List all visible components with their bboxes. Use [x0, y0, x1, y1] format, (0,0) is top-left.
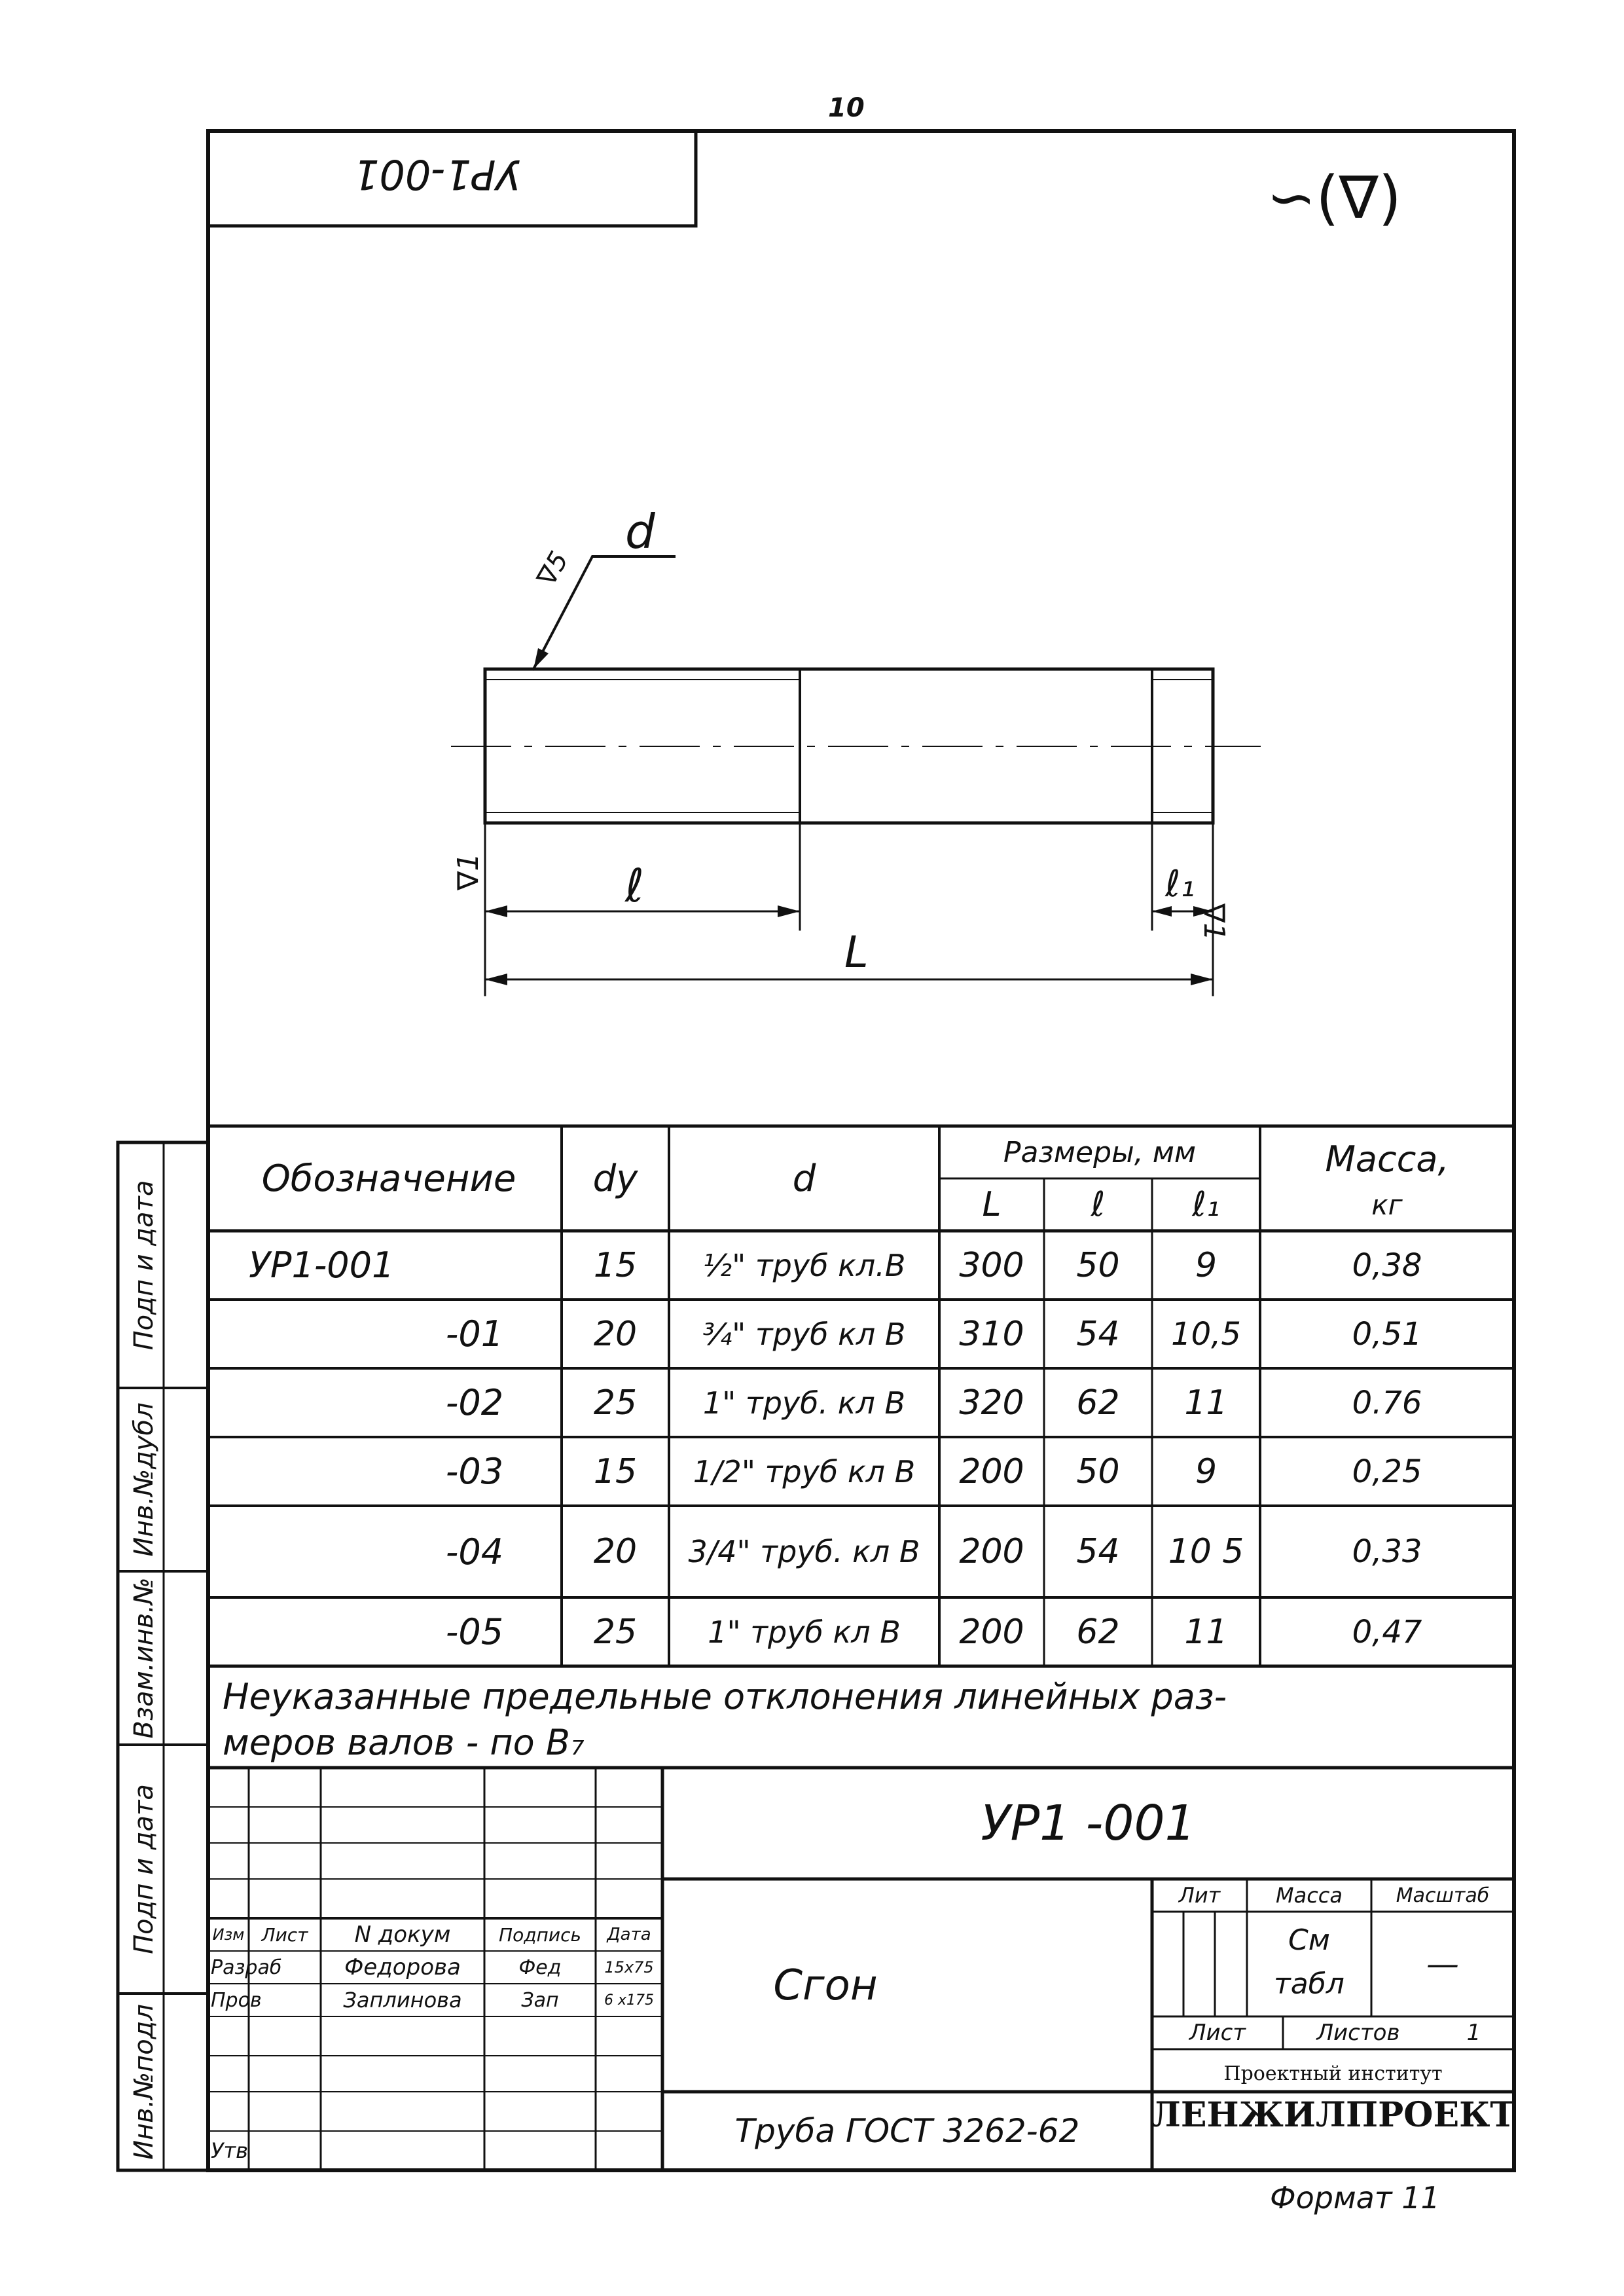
row-4-designation: -03 — [445, 1451, 504, 1492]
th-L: L — [982, 1185, 1001, 1224]
row-3-d: 1" труб. кл В — [702, 1385, 906, 1421]
row-4-dy: 15 — [593, 1451, 638, 1491]
tb-masshtab-val: — — [1426, 1945, 1459, 1983]
tb-col-izm: Изм — [212, 1925, 245, 1944]
side-vzam-inv: Взам.инв.№ — [129, 1577, 159, 1739]
row-2-L: 310 — [959, 1314, 1024, 1354]
tb-name: Сгон — [773, 1961, 878, 2010]
row-2-mass: 0,51 — [1352, 1315, 1422, 1353]
row-5-l: 54 — [1076, 1532, 1120, 1571]
tb-utv: Утв — [211, 2138, 248, 2163]
row-6-l1: 11 — [1184, 1612, 1228, 1652]
row-2-designation: -01 — [445, 1313, 504, 1355]
tb-razrab-sig: Фед — [518, 1956, 562, 1979]
tb-designation: УР1 -001 — [981, 1795, 1196, 1851]
row-6-L: 200 — [959, 1612, 1024, 1652]
tb-razrab: Разраб — [211, 1956, 282, 1979]
tb-razrab-name: Федорова — [344, 1954, 461, 1980]
row-6-d: 1" труб кл В — [708, 1614, 901, 1650]
row-5-L: 200 — [959, 1532, 1024, 1571]
side-inv-dubl: Инв.№дубл — [129, 1402, 159, 1557]
roughness-d: ∇5 — [532, 546, 575, 591]
tb-razrab-date: 15x75 — [604, 1958, 654, 1977]
tb-col-list: Лист — [261, 1923, 308, 1946]
th-designation: Обозначение — [261, 1157, 516, 1200]
tb-prov-date: 6 x175 — [604, 1992, 654, 2009]
tb-list: Лист — [1189, 2020, 1246, 2046]
roughness-right: ∇1 — [1197, 903, 1231, 941]
th-mass-unit: кг — [1371, 1188, 1403, 1221]
th-d: d — [792, 1157, 816, 1200]
row-1-l: 50 — [1076, 1245, 1120, 1285]
row-1-designation: УР1-001 — [249, 1245, 395, 1286]
row-5-l1: 10 5 — [1168, 1532, 1244, 1571]
format-label: Формат 11 — [1270, 2180, 1440, 2215]
row-5-dy: 20 — [593, 1532, 638, 1571]
tb-listov: Листов — [1316, 2020, 1400, 2046]
d-label: d — [625, 504, 655, 559]
side-podp-data-2: Подп и дата — [129, 1180, 159, 1351]
row-3-l: 62 — [1076, 1383, 1120, 1423]
row-1-mass: 0,38 — [1352, 1247, 1422, 1284]
tb-col-ndoc: N докум — [354, 1922, 451, 1948]
row-1-dy: 15 — [593, 1245, 638, 1285]
th-dy: dу — [592, 1157, 638, 1200]
tb-massa-val-2: табл — [1274, 1967, 1344, 2001]
tb-listov-val: 1 — [1466, 2020, 1481, 2046]
row-4-l: 50 — [1076, 1451, 1120, 1491]
th-l1: ℓ₁ — [1192, 1185, 1220, 1224]
dim-l-label: ℓ — [625, 859, 644, 913]
tb-org-2: ЛЕНЖИЛПРОЕКТ — [1150, 2094, 1516, 2135]
note-line-2: меров валов - по В₇ — [223, 1722, 585, 1763]
dim-l1-label: ℓ₁ — [1165, 863, 1195, 905]
dim-L-label: L — [844, 927, 869, 977]
row-3-dy: 25 — [593, 1383, 638, 1423]
tb-lit: Лит — [1178, 1883, 1221, 1908]
tb-org-1: Проектный институт — [1223, 2062, 1443, 2085]
th-dims: Размеры, мм — [1003, 1135, 1197, 1169]
row-6-l: 62 — [1076, 1612, 1120, 1652]
row-1-L: 300 — [959, 1245, 1024, 1285]
tb-prov: Пров — [211, 1988, 262, 2012]
corner-designation: УР1-001 — [353, 151, 521, 198]
page-number: 10 — [828, 93, 865, 123]
row-6-dy: 25 — [593, 1612, 638, 1652]
row-3-mass: 0.76 — [1352, 1384, 1422, 1421]
row-6-mass: 0,47 — [1352, 1613, 1422, 1650]
tb-col-podp: Подпись — [499, 1923, 581, 1946]
side-podp-data-1: Подп и дата — [129, 1784, 159, 1954]
note-line-1: Неуказанные предельные отклонения линейных раз- — [223, 1676, 1227, 1717]
row-4-mass: 0,25 — [1352, 1453, 1422, 1490]
th-mass: Масса, — [1325, 1138, 1449, 1180]
row-6-designation: -05 — [445, 1611, 504, 1652]
row-3-L: 320 — [959, 1383, 1024, 1423]
tb-prov-sig: Зап — [521, 1988, 559, 2012]
side-inv-podl: Инв.№подл — [129, 2004, 159, 2160]
roughness-mark: ∽(∇) — [1267, 164, 1401, 232]
tb-prov-name: Заплинова — [343, 1988, 462, 2013]
tb-massa-val-1: См — [1288, 1923, 1330, 1957]
roughness-left: ∇1 — [452, 852, 485, 890]
row-1-l1: 9 — [1195, 1245, 1218, 1285]
row-1-d: ½" труб кл.В — [702, 1247, 906, 1283]
tb-masshtab: Масштаб — [1396, 1884, 1490, 1907]
tb-massa: Масса — [1275, 1883, 1343, 1908]
tb-col-data: Дата — [607, 1925, 651, 1944]
row-4-L: 200 — [959, 1451, 1024, 1491]
row-5-designation: -04 — [445, 1531, 504, 1573]
row-2-l: 54 — [1076, 1314, 1120, 1354]
row-2-d: ¾" труб кл В — [702, 1316, 906, 1352]
row-3-designation: -02 — [445, 1382, 504, 1423]
tb-material: Труба ГОСТ 3262-62 — [734, 2112, 1080, 2150]
row-2-l1: 10,5 — [1171, 1315, 1241, 1353]
row-5-mass: 0,33 — [1352, 1533, 1422, 1570]
th-l: ℓ — [1091, 1185, 1106, 1224]
row-2-dy: 20 — [593, 1314, 638, 1354]
row-4-l1: 9 — [1195, 1451, 1218, 1491]
row-3-l1: 11 — [1184, 1383, 1228, 1423]
row-5-d: 3/4" труб. кл В — [688, 1534, 920, 1569]
row-4-d: 1/2" труб кл В — [693, 1453, 916, 1489]
